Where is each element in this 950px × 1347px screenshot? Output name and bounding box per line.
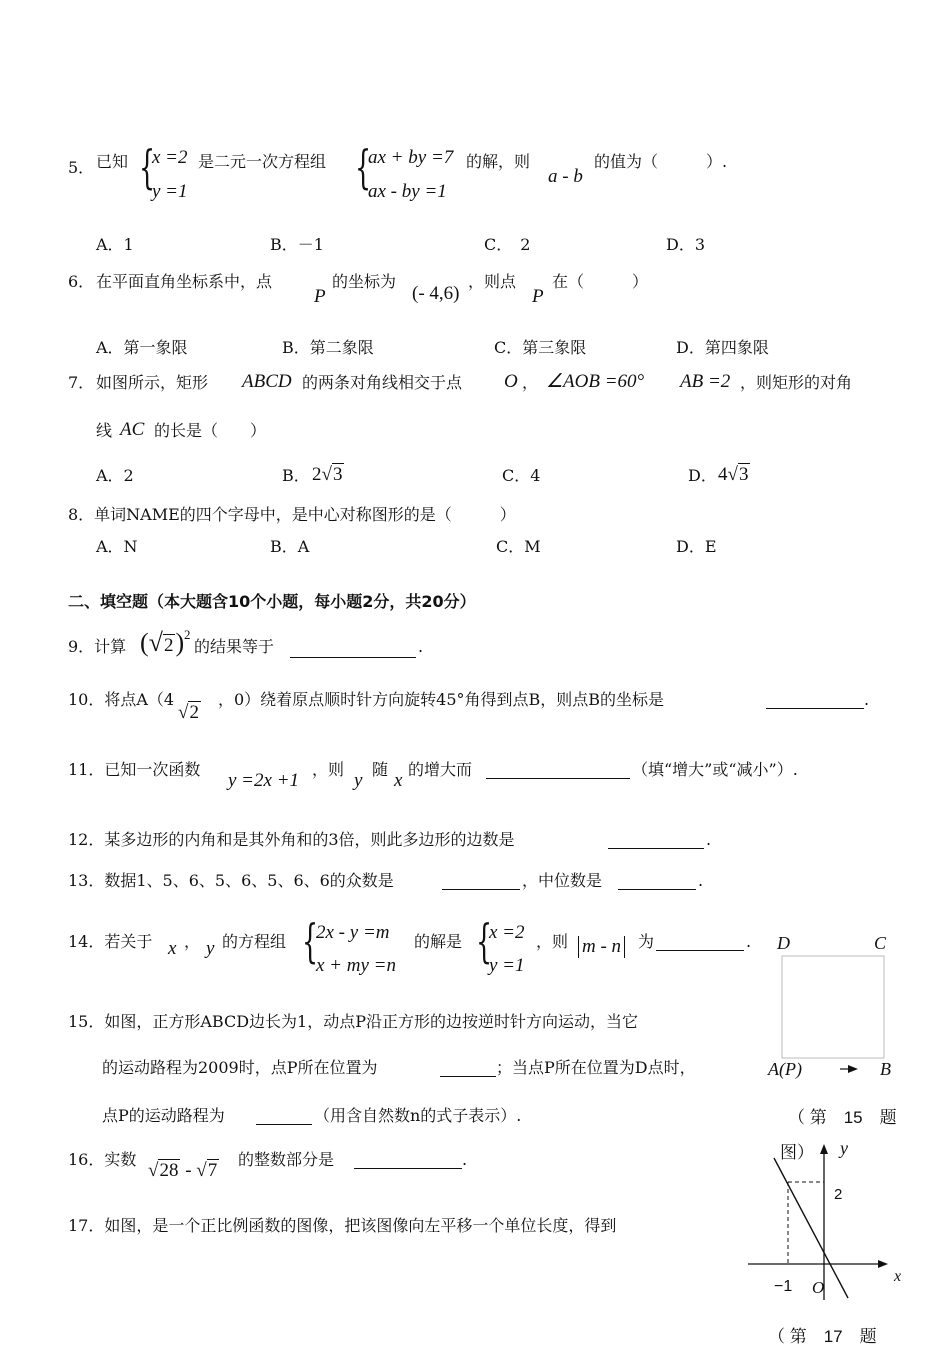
q13-mid: ，中位数是	[522, 871, 603, 890]
q10-prefix: 10．将点A（4	[68, 690, 175, 709]
section-2-heading: 二、填空题（本大题含10个小题，每小题2分，共20分）	[68, 592, 476, 611]
q13-median-blank[interactable]	[618, 871, 696, 890]
q11-post1: ，则	[312, 760, 345, 779]
q5-option-c: C． 2	[484, 235, 531, 254]
q14-sys1-eq1: 2x - y =m	[316, 922, 390, 943]
q16-post: 的整数部分是	[238, 1150, 335, 1169]
fig17-caption: （ 第 17 题	[768, 1327, 877, 1346]
q14-sep: ，	[184, 932, 201, 951]
q9-answer-blank[interactable]	[290, 639, 416, 658]
q7-rect: ABCD	[242, 371, 292, 392]
q7-number: 7．	[68, 373, 95, 392]
fig15-label-b: B	[880, 1059, 891, 1079]
q12-answer-blank[interactable]	[608, 830, 704, 849]
q14-brace-2: {	[476, 914, 493, 968]
q7-option-a: A．2	[96, 466, 134, 485]
q10-answer-blank[interactable]	[766, 690, 864, 709]
q14-end: .	[746, 932, 752, 951]
q11-x: x	[394, 770, 403, 791]
q6-option-b: B．第二象限	[282, 338, 374, 357]
q7-line1-a: 如图所示，矩形	[96, 373, 209, 392]
q5-sys2-eq1: ax + by =7	[368, 147, 454, 168]
q16-prefix: 16．实数	[68, 1150, 137, 1169]
fig15-label-c: C	[874, 933, 887, 953]
q10-radical: √2	[178, 702, 199, 723]
q7-point-o: O	[504, 371, 518, 392]
q8-option-b: B．A	[270, 537, 310, 556]
q7-line1-b: 的两条对角线相交于点	[302, 373, 463, 392]
fig17-label-neg1: −1	[774, 1278, 793, 1295]
q5-number: 5．	[68, 158, 95, 177]
q16-end: .	[462, 1150, 468, 1169]
q14-mid: 的方程组	[222, 932, 287, 951]
q5-brace-2: {	[355, 140, 372, 194]
q5-expr: a - b	[548, 166, 583, 187]
q8-text: 8．单词NAME的四个字母中，是中心对称图形的是（ ）	[68, 505, 516, 524]
q5-post2: 的值为（ ）.	[594, 152, 728, 171]
q15-line1: 15．如图，正方形ABCD边长为1，动点P沿正方形的边按逆时针方向运动，当它	[68, 1012, 638, 1031]
q12-end: .	[706, 830, 712, 849]
q13-prefix: 13．数据1、5、6、5、6、5、6、6的众数是	[68, 871, 394, 890]
q5-prefix: 已知	[96, 152, 129, 171]
q6-option-a: A．第一象限	[96, 338, 188, 357]
q14-post2: 为	[638, 932, 655, 951]
fig15-square	[782, 956, 884, 1058]
q15-line2-b: ；当点P所在位置为D点时，	[496, 1058, 696, 1077]
q5-option-b: B．－1	[270, 235, 324, 254]
q9-prefix: 9．计算	[68, 637, 127, 656]
q11-post2: 随	[372, 760, 389, 779]
fig15-label-d: D	[777, 933, 790, 953]
q14-post: ，则	[536, 932, 569, 951]
q14-brace-1: {	[302, 914, 319, 968]
q5-mid: 是二元一次方程组	[198, 152, 327, 171]
q9-exponent: 2	[184, 627, 191, 642]
q14-sys1-eq2: x + my =n	[316, 955, 396, 976]
q16-expression: √28 - √7	[148, 1160, 218, 1181]
fig17-label-o: O	[812, 1278, 825, 1297]
q14-y: y	[206, 938, 215, 959]
fig17-label-y: y	[840, 1138, 848, 1158]
q14-abs-expression: m - n	[578, 936, 625, 958]
q5-sys1-eq1: x =2	[152, 147, 188, 168]
q6-option-d: D．第四象限	[676, 338, 769, 357]
q14-sys2-eq2: y =1	[489, 955, 525, 976]
q7-line1-c: ，	[522, 373, 539, 392]
fig15-label-ap: A(P)	[768, 1059, 802, 1079]
q7-option-d-value: 4√3	[718, 464, 749, 485]
q9-expression: (√2)	[140, 628, 185, 657]
q6-prefix: 在平面直角坐标系中，点	[96, 272, 273, 291]
q5-post1: 的解，则	[466, 152, 531, 171]
q14-x: x	[168, 938, 177, 959]
q6-post2: 在（ ）	[552, 272, 649, 291]
question-17-text: 17．如图，是一个正比例函数的图像，把该图像向左平移一个单位长度，得到	[68, 1216, 617, 1235]
q5-option-d: D．3	[666, 235, 706, 254]
q6-mid: 的坐标为	[332, 272, 397, 291]
q6-option-c: C．第三象限	[494, 338, 587, 357]
q11-post3: 的增大而	[408, 760, 473, 779]
q7-angle: ∠AOB =60°	[546, 371, 645, 392]
fig17-y-arrowhead	[820, 1144, 828, 1154]
fig17-function-line	[774, 1158, 848, 1298]
fig15-arrowhead	[848, 1065, 858, 1073]
fig17-graph-drawing	[740, 1140, 920, 1310]
q7-line2-a: 线	[96, 421, 113, 440]
q10-post: ，0）绕着原点顺时针方向旋转45°角得到点B，则点B的坐标是	[218, 690, 665, 709]
q8-option-c: C．M	[496, 537, 541, 556]
q15-line3-b: （用含自然数n的式子表示）.	[314, 1106, 522, 1125]
q16-answer-blank[interactable]	[354, 1150, 462, 1169]
q7-option-d: D．	[688, 466, 717, 485]
fig15-caption-line2: 图）	[780, 1143, 814, 1162]
q8-option-d: D．E	[676, 537, 717, 556]
q15-line2-a: 的运动路程为2009时，点P所在位置为	[102, 1058, 378, 1077]
q14-mid2: 的解是	[414, 932, 463, 951]
q15-position-blank[interactable]	[440, 1058, 496, 1077]
q6-number: 6．	[68, 272, 95, 291]
q9-end: .	[418, 637, 424, 656]
q11-end: （填“增大”或“减小”）.	[632, 760, 798, 779]
q15-line3-a: 点P的运动路程为	[102, 1106, 225, 1125]
q7-option-b-value: 2√3	[312, 464, 343, 485]
fig17-x-arrowhead	[878, 1260, 888, 1268]
q5-option-a: A．1	[96, 235, 134, 254]
q6-point-p: P	[314, 286, 326, 307]
q7-line2-b: 的长是（ ）	[154, 421, 267, 440]
q14-prefix: 14．若关于	[68, 932, 153, 951]
q7-line1-d: ，则矩形的对角	[740, 373, 853, 392]
q13-end: .	[698, 871, 704, 890]
q6-coordinate: (- 4,6)	[412, 283, 460, 304]
q7-option-b: B．	[282, 466, 310, 485]
q5-brace-1: {	[139, 140, 156, 194]
q11-answer-blank[interactable]	[486, 760, 630, 779]
q7-option-c: C．4	[502, 466, 541, 485]
q14-answer-blank[interactable]	[656, 932, 744, 951]
q5-sys1-eq2: y =1	[152, 181, 188, 202]
q6-point-p2: P	[532, 286, 544, 307]
q7-ab: AB =2	[680, 371, 731, 392]
q13-mode-blank[interactable]	[442, 871, 520, 890]
q14-sys2-eq1: x =2	[489, 922, 525, 943]
q12-text: 12．某多边形的内角和是其外角和的3倍，则此多边形的边数是	[68, 830, 515, 849]
fig15-caption-line1: （ 第 15 题	[788, 1108, 897, 1127]
q11-y: y	[354, 770, 363, 791]
q9-post: 的结果等于	[194, 637, 275, 656]
q10-end: .	[864, 690, 870, 709]
q11-prefix: 11．已知一次函数	[68, 760, 201, 779]
q5-sys2-eq2: ax - by =1	[368, 181, 447, 202]
q7-ac: AC	[120, 419, 145, 440]
q6-post1: ，则点	[468, 272, 517, 291]
fig17-label-2: 2	[834, 1186, 843, 1203]
q15-distance-blank[interactable]	[256, 1106, 312, 1125]
q8-option-a: A．N	[96, 537, 138, 556]
q11-function: y =2x +1	[228, 770, 300, 791]
fig17-label-x: x	[894, 1268, 902, 1285]
